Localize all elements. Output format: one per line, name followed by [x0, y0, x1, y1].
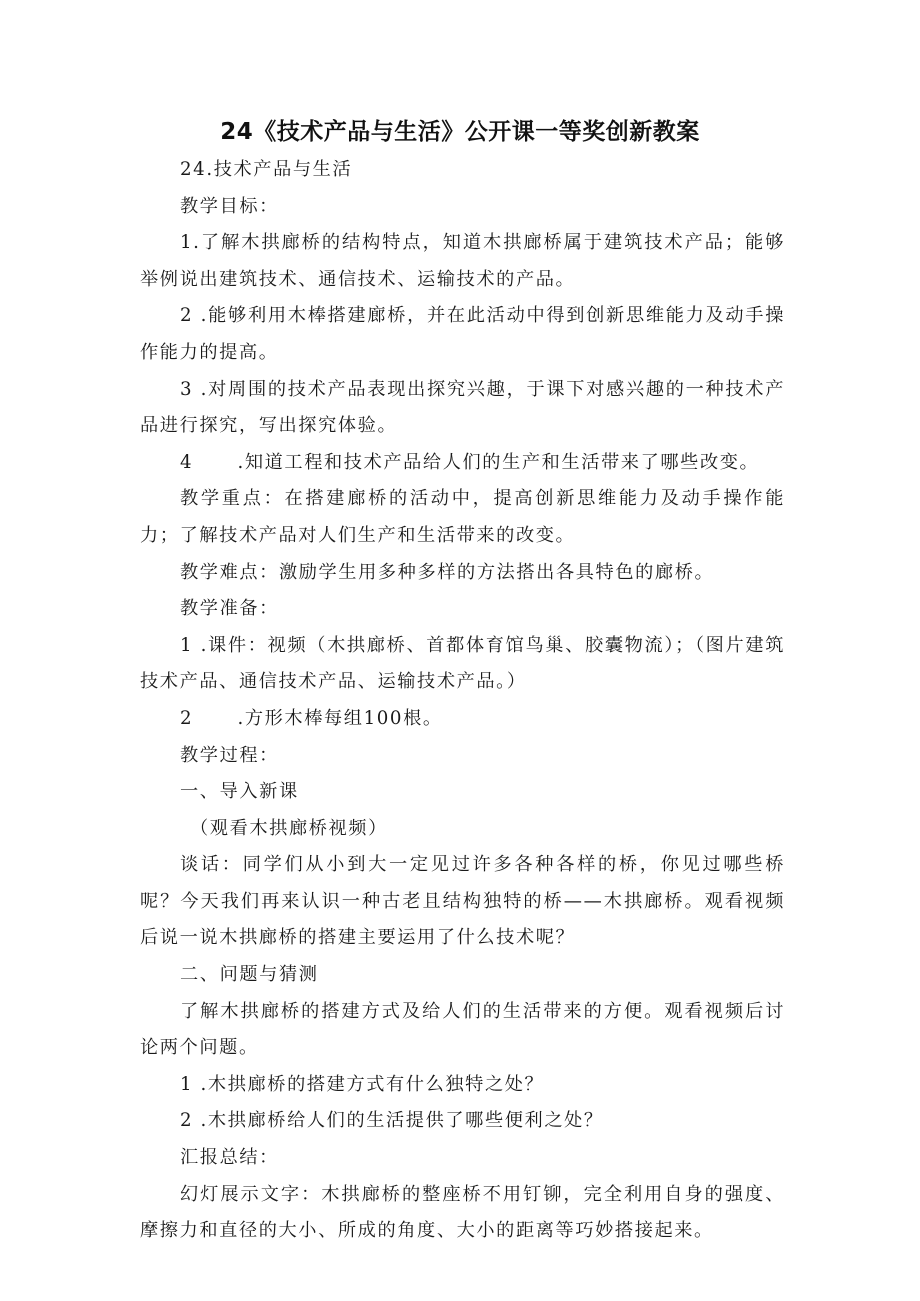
objective-item-4: 4 .知道工程和技术产品给人们的生产和生活带来了哪些改变。: [180, 451, 760, 473]
question-item-1: 1 .木拱廊桥的搭建方式有什么独特之处？: [180, 1073, 545, 1095]
objective-item-3: 3 .对周围的技术产品表现出探究兴趣，于课下对感兴趣的一种技术产品进行探究，写出探究体验。: [140, 378, 785, 437]
key-points-paragraph: 教学重点：在搭建廊桥的活动中，提高创新思维能力及动手操作能力；了解技术产品对人们生产和生活带来的改变。: [140, 488, 785, 546]
preparation-item-2: 2 .方形木棒每组100根。: [180, 707, 443, 729]
objective-item-1: 1.了解木拱廊桥的结构特点，知道木拱廊桥属于建筑技术产品；能够举例说出建筑技术、通信技术、运输技术的产品。: [140, 232, 785, 290]
section-heading-intro: 一、导入新课: [180, 781, 299, 803]
section-heading-questions: 二、问题与猜测: [180, 964, 319, 986]
questions-intro-paragraph: 了解木拱廊桥的搭建方式及给人们的生活带来的方便。观看视频后讨论两个问题。: [140, 1000, 785, 1059]
question-item-2: 2 .木拱廊桥给人们的生活提供了哪些便利之处？: [180, 1110, 604, 1132]
section-label-process: 教学过程：: [180, 744, 279, 766]
difficulty-paragraph: 教学难点：激励学生用多种多样的方法搭出各具特色的廊桥。: [180, 561, 715, 583]
section-label-preparation: 教学准备：: [180, 598, 279, 620]
document-body: [140, 152, 785, 1250]
slide-text-paragraph: 幻灯展示文字：木拱廊桥的整座桥不用钉铆，完全利用自身的强度、摩擦力和直径的大小、所成的角度、大小的距离等巧妙搭接起来。: [140, 1183, 785, 1242]
document-title: 24《技术产品与生活》公开课一等奖创新教案: [220, 119, 700, 145]
objective-item-2: 2 .能够利用木棒搭建廊桥，并在此活动中得到创新思维能力及动手操作能力的提高。: [140, 305, 785, 363]
intro-talk-paragraph: 谈话：同学们从小到大一定见过许多各种各样的桥，你见过哪些桥呢？今天我们再来认识一种古老且结构独特的桥——木拱廊桥。观看视频后说一说木拱廊桥的搭建主要运用了什么技术呢？: [140, 854, 785, 949]
intro-video-note: （观看木拱廊桥视频）: [190, 817, 388, 839]
section-label-objectives: 教学目标：: [180, 195, 279, 217]
preparation-item-1: 1 .课件：视频（木拱廊桥、首都体育馆鸟巢、胶囊物流）；（图片建筑技术产品、通信技术产品、运输技术产品。）: [140, 634, 785, 693]
lesson-heading: 24.技术产品与生活: [180, 159, 353, 180]
section-label-summary: 汇报总结：: [180, 1147, 279, 1169]
